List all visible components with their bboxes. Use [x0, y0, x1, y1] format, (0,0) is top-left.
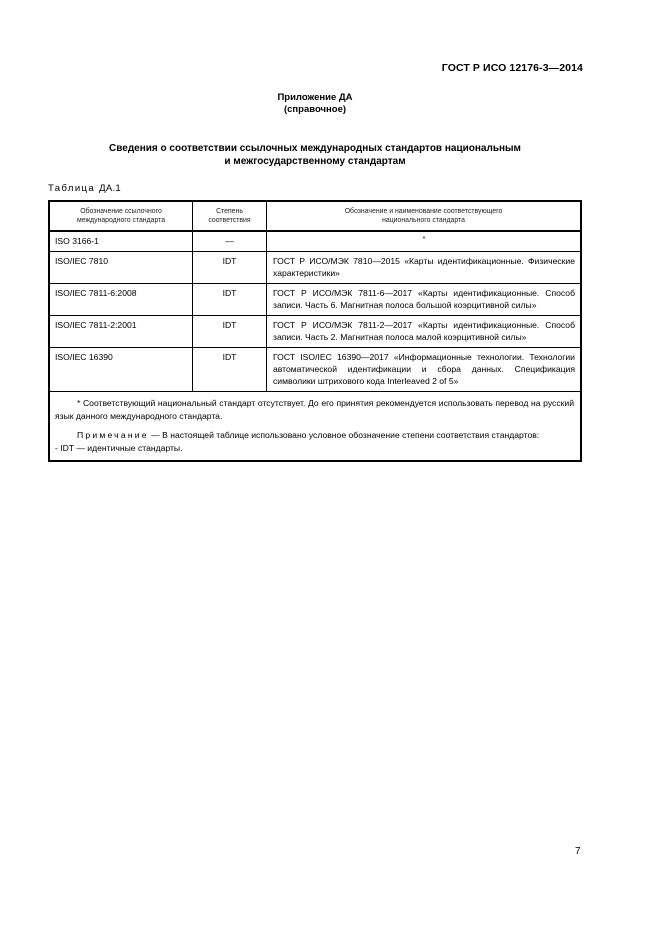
annex-subtitle: (справочное)	[283, 104, 347, 115]
page-title	[0, 142, 630, 168]
cell-degree: IDT	[193, 252, 267, 284]
cell-national: *	[267, 231, 582, 252]
cell-standard: ISO/IEC 7810	[49, 252, 193, 284]
table-row	[49, 348, 581, 392]
correspondence-table	[48, 200, 582, 462]
table-footer-row	[49, 392, 581, 462]
column-header-national: Обозначение и наименование соответствующего национального стандарта	[267, 201, 582, 231]
page-title-line-2: и межгосударственному стандартам	[224, 156, 406, 167]
standard-header: ГОСТ Р ИСО 12176-3—2014	[441, 62, 583, 74]
cell-national: ГОСТ Р ИСО/МЭК 7811-6—2017 «Карты идентификационные. Способ записи. Часть 6. Магнитная полоса большой коэрцитивной силы»	[267, 284, 582, 316]
page-number: 7	[575, 846, 581, 857]
cell-degree: IDT	[193, 284, 267, 316]
table-footnote: * Соответствующий национальный стандарт отсутствует. До его принятия рекомендуется использовать перевод на русский язык данного международного стандарта.	[55, 398, 574, 421]
cell-degree: —	[193, 231, 267, 252]
cell-national: ГОСТ ISO/IEC 16390—2017 «Информационные технологии. Технологии автоматической идентификации и сбора данных. Спецификация символики штрихового кода Interleaved 2 of 5»	[267, 348, 582, 392]
table-row	[49, 231, 581, 252]
table-caption-prefix: Таблица	[48, 183, 96, 194]
note-item: - IDT — идентичные стандарты.	[55, 442, 183, 453]
cell-standard: ISO/IEC 16390	[49, 348, 193, 392]
cell-standard: ISO/IEC 7811-6:2008	[49, 284, 193, 316]
cell-national: ГОСТ Р ИСО/МЭК 7810—2015 «Карты идентификационные. Физические характеристики»	[267, 252, 582, 284]
annex-heading	[0, 92, 630, 116]
note-text: — В настоящей таблице использовано условное обозначение степени соответствия стандартов:	[148, 430, 540, 440]
table-row	[49, 284, 581, 316]
table-row	[49, 316, 581, 348]
cell-degree: IDT	[193, 316, 267, 348]
annex-title: Приложение ДА	[277, 92, 353, 103]
cell-national: ГОСТ Р ИСО/МЭК 7811-2—2017 «Карты идентификационные. Способ записи. Часть 2. Магнитная полоса малой коэрцитивной силы»	[267, 316, 582, 348]
note-label: Примечание	[77, 430, 149, 440]
page-title-line-1: Сведения о соответствии ссылочных международных стандартов национальным	[109, 143, 521, 154]
cell-standard: ISO 3166-1	[49, 231, 193, 252]
table-header-row	[49, 201, 581, 231]
table-note	[55, 429, 574, 442]
table-row	[49, 252, 581, 284]
table-caption	[48, 183, 121, 194]
cell-standard: ISO/IEC 7811-2:2001	[49, 316, 193, 348]
column-header-degree: Степень соответствия	[193, 201, 267, 231]
table-footer	[49, 392, 581, 462]
table-caption-number: ДА.1	[99, 183, 122, 194]
column-header-standard: Обозначение ссылочного международного стандарта	[49, 201, 193, 231]
cell-degree: IDT	[193, 348, 267, 392]
